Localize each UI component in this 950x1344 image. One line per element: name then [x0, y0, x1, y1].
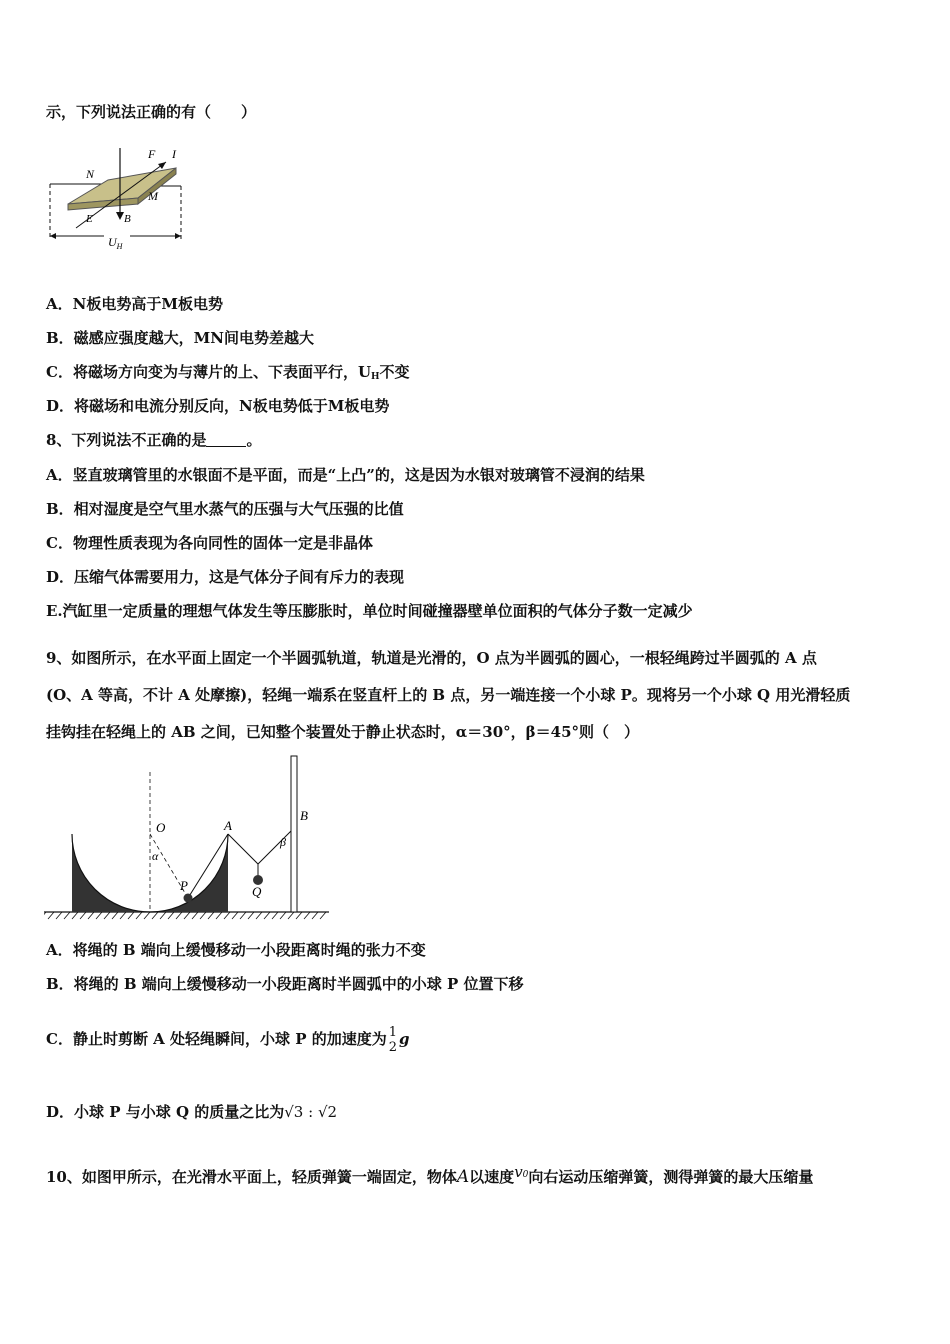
q9-stem-line2: (O、A 等高，不计 A 处摩擦)，轻绳一端系在竖直杆上的 B 点，另一端连接一个小球 P。现将另一个小球 Q 用光滑轻质	[46, 686, 851, 704]
q7-label-u: $U_H$	[108, 235, 123, 251]
q7-option-d: D．将磁场和电流分别反向，N板电势低于M板电势	[46, 397, 390, 415]
q7-option-b: B．磁感应强度越大，MN间电势差越大	[46, 329, 314, 347]
q8-option-a: A．竖直玻璃管里的水银面不是平面，而是“上凸”的，这是因为水银对玻璃管不浸润的结果	[46, 466, 645, 484]
q10-var-a: A	[456, 1167, 470, 1187]
q9-stem-line1: 9、如图所示，在水平面上固定一个半圆弧轨道，轨道是光滑的，O 点为半圆弧的圆心，一根轻绳跨过半圆弧的 A 点	[46, 649, 817, 667]
q9-option-b: B．将绳的 B 端向上缓慢移动一小段距离时半圆弧中的小球 P 位置下移	[46, 975, 524, 993]
q8-stem-post: 。	[246, 431, 262, 449]
q7-stem: 示，下列说法正确的有（ ）	[46, 103, 257, 121]
q8-stem-pre: 8、下列说法不正确的是	[46, 431, 207, 449]
q7-option-c	[46, 362, 410, 387]
q9-option-d-pre: D．小球 P 与小球 Q 的质量之比为	[46, 1103, 285, 1121]
q9-label-q: Q	[252, 884, 262, 899]
q7-label-b: B	[124, 213, 131, 225]
q7-label-e: E	[86, 213, 93, 225]
q9-option-c-fraction	[389, 1025, 397, 1055]
q9-option-d	[46, 1098, 337, 1126]
q9-option-c-den: 2	[388, 1040, 398, 1055]
q8-option-b: B．相对湿度是空气里水蒸气的压强与大气压强的比值	[46, 500, 404, 518]
q8-answer-blank	[206, 432, 246, 447]
q8-option-c: C．物理性质表现为各向同性的固体一定是非晶体	[46, 534, 373, 552]
q9-label-o: O	[156, 820, 166, 835]
q8-option-e: E.汽缸里一定质量的理想气体发生等压膨胀时，单位时间碰撞器壁单位面积的气体分子数一定减少	[46, 602, 693, 620]
q9-figure	[44, 752, 334, 924]
q7-option-a: A．N板电势高于M板电势	[46, 295, 223, 313]
q7-option-c-pre: C．将磁场方向变为与薄片的上、下表面平行，U	[46, 363, 372, 381]
q7-label-m: M	[148, 189, 158, 203]
q9-option-c-pre: C．静止时剪断 A 处轻绳瞬间，小球 P 的加速度为	[46, 1030, 387, 1048]
q8-option-d: D．压缩气体需要用力，这是气体分子间有斥力的表现	[46, 568, 405, 586]
q9-label-beta: β	[280, 835, 286, 849]
q7-label-i: I	[172, 147, 176, 161]
q7-figure	[46, 140, 196, 255]
q9-label-a: A	[224, 818, 232, 833]
q7-label-n: N	[86, 167, 95, 181]
q10-stem-pre: 10、如图甲所示，在光滑水平面上，轻质弹簧一端固定，物体	[46, 1168, 457, 1186]
q10-stem-mid: 以速度	[469, 1168, 515, 1186]
q9-label-p: P	[180, 878, 188, 893]
q9-option-c	[46, 1022, 410, 1056]
q9-stem-line3: 挂钩挂在轻绳上的 AB 之间，已知整个装置处于静止状态时，α＝30°，β＝45°则（ ）	[46, 723, 640, 741]
q8-stem	[46, 430, 261, 450]
q10-var-v: v0	[514, 1163, 529, 1181]
q9-option-a: A．将绳的 B 端向上缓慢移动一小段距离时绳的张力不变	[46, 941, 426, 959]
q7-label-f: F	[148, 147, 156, 161]
q9-label-b: B	[300, 808, 308, 823]
q9-option-c-g: g	[399, 1030, 410, 1048]
q9-label-alpha: α	[152, 849, 159, 863]
q9-option-c-num: 1	[388, 1025, 398, 1040]
q10-stem	[46, 1158, 813, 1191]
q7-option-c-post: 不变	[379, 363, 410, 381]
q7-option-c-sub: H	[371, 372, 380, 382]
q10-stem-post: 向右运动压缩弹簧，测得弹簧的最大压缩量	[528, 1168, 814, 1186]
q9-option-d-ratio: √3 : √2	[284, 1103, 338, 1121]
